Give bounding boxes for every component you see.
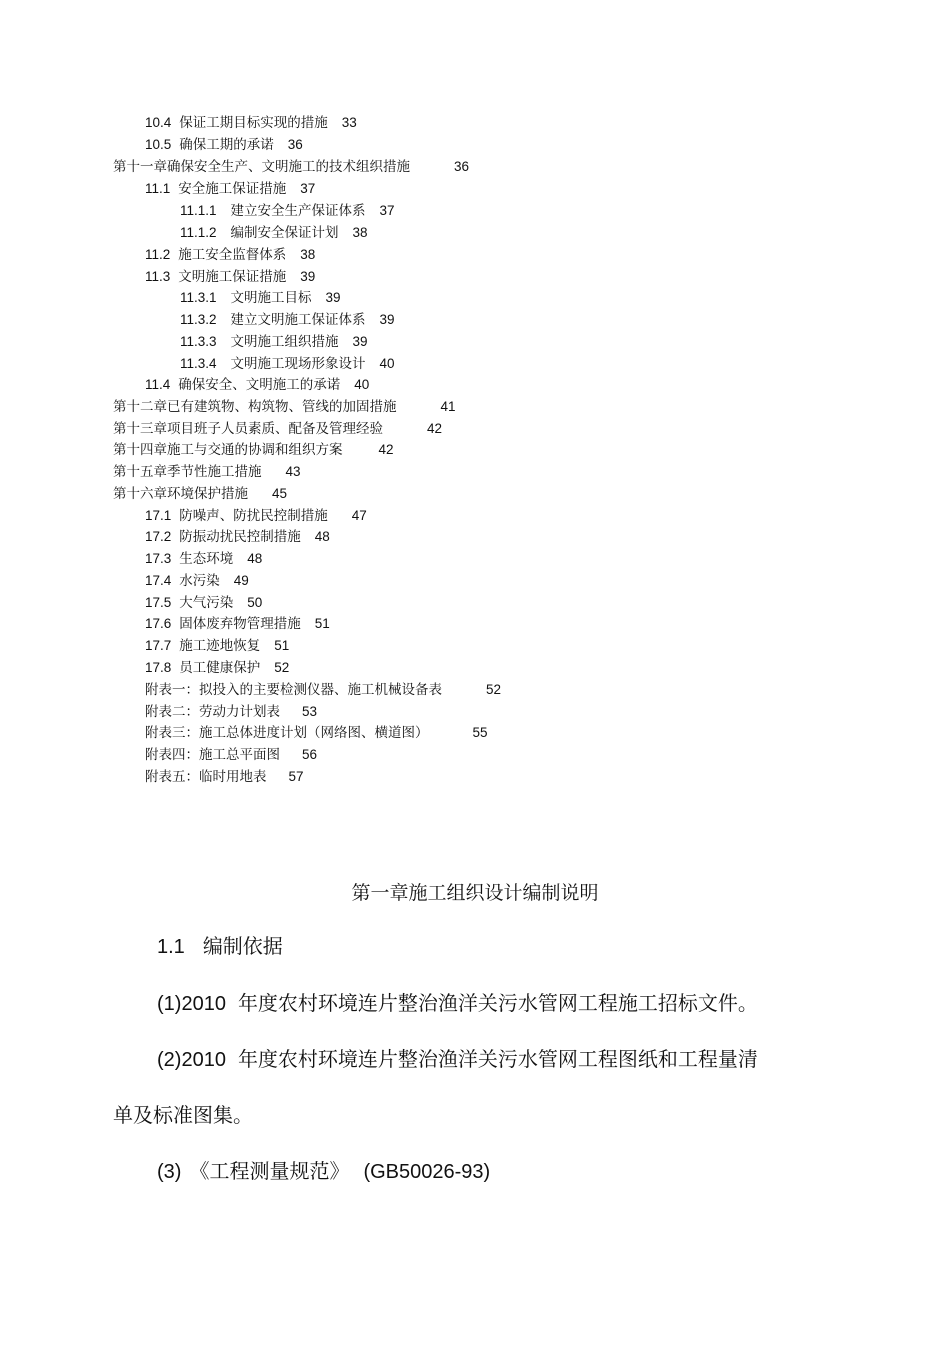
section-heading xyxy=(157,932,283,961)
toc-page: 40 xyxy=(379,356,395,371)
toc-title: 大气污染 xyxy=(179,595,234,611)
toc-title: 文明施工现场形象设计 xyxy=(230,356,366,372)
toc-title: 第十四章施工与交通的协调和组织方案 xyxy=(113,442,343,458)
toc-title: 防噪声、防扰民控制措施 xyxy=(179,508,328,524)
toc-page: 39 xyxy=(352,334,368,349)
toc-number: 11.3.2 xyxy=(180,312,217,327)
toc-title: 施工迹地恢复 xyxy=(179,638,261,654)
toc-page: 52 xyxy=(274,660,290,675)
toc-number: 17.8 xyxy=(145,660,172,675)
toc-appendix-entry xyxy=(145,703,317,721)
toc-page: 55 xyxy=(472,725,488,740)
toc-title: 员工健康保护 xyxy=(179,660,261,676)
toc-entry xyxy=(145,376,369,394)
toc-entry xyxy=(145,615,330,633)
toc-page: 43 xyxy=(285,464,301,479)
section-number: 1.1 xyxy=(157,936,185,958)
toc-number: 10.4 xyxy=(145,115,172,130)
toc-title: 附表三：施工总体进度计划（网络图、横道图） xyxy=(145,725,429,741)
toc-page: 42 xyxy=(378,442,394,457)
toc-number: 11.3.3 xyxy=(180,334,217,349)
toc-page: 49 xyxy=(233,573,249,588)
standard-code: (GB50026-93) xyxy=(363,1161,491,1183)
toc-number: 17.3 xyxy=(145,551,172,566)
toc-appendix-entry xyxy=(145,724,488,742)
toc-subentry xyxy=(180,202,395,220)
toc-title: 第十二章已有建筑物、构筑物、管线的加固措施 xyxy=(113,399,397,415)
toc-title: 第十三章项目班子人员素质、配备及管理经验 xyxy=(113,421,383,437)
toc-page: 48 xyxy=(247,551,263,566)
toc-number: 17.2 xyxy=(145,529,172,544)
paragraph-prefix: (3) xyxy=(157,1161,182,1183)
toc-subentry xyxy=(180,289,341,307)
toc-chapter-entry xyxy=(113,441,394,459)
toc-entry xyxy=(145,114,357,132)
toc-page: 57 xyxy=(288,769,304,784)
toc-entry xyxy=(145,659,289,677)
toc-title: 文明施工组织措施 xyxy=(230,334,339,350)
paragraph-text: 《工程测量规范》 xyxy=(189,1159,350,1183)
paragraph-prefix: (2)2010 xyxy=(157,1049,226,1071)
toc-title: 附表二：劳动力计划表 xyxy=(145,704,280,720)
toc-title: 编制安全保证计划 xyxy=(230,225,339,241)
toc-entry xyxy=(145,594,262,612)
toc-title: 水污染 xyxy=(179,573,220,589)
paragraph-2-continuation: 单及标准图集。 xyxy=(113,1103,253,1127)
toc-page: 39 xyxy=(325,290,341,305)
toc-entry xyxy=(145,180,315,198)
paragraph-text: 年度农村环境连片整治渔洋关污水管网工程图纸和工程量清 xyxy=(237,1047,758,1071)
toc-page: 51 xyxy=(314,616,330,631)
toc-title: 第十一章确保安全生产、文明施工的技术组织措施 xyxy=(113,159,410,175)
toc-number: 17.5 xyxy=(145,595,172,610)
toc-page: 39 xyxy=(379,312,395,327)
toc-number: 17.7 xyxy=(145,638,172,653)
paragraph-3 xyxy=(157,1157,490,1186)
toc-number: 11.3.4 xyxy=(180,356,217,371)
toc-title: 建立安全生产保证体系 xyxy=(230,203,366,219)
toc-number: 11.3 xyxy=(145,269,171,284)
toc-title: 生态环境 xyxy=(179,551,234,567)
toc-chapter-entry xyxy=(113,463,301,481)
toc-title: 保证工期目标实现的措施 xyxy=(179,115,328,131)
toc-page: 38 xyxy=(352,225,368,240)
toc-entry xyxy=(145,136,303,154)
toc-page: 38 xyxy=(300,247,316,262)
toc-page: 52 xyxy=(486,682,502,697)
toc-entry xyxy=(145,528,330,546)
toc-appendix-entry xyxy=(145,768,304,786)
toc-title: 安全施工保证措施 xyxy=(178,181,287,197)
toc-entry xyxy=(145,246,315,264)
toc-number: 17.4 xyxy=(145,573,172,588)
toc-number: 17.1 xyxy=(145,508,172,523)
chapter-title: 第一章施工组织设计编制说明 xyxy=(351,882,599,904)
toc-title: 固体废弃物管理措施 xyxy=(179,616,301,632)
toc-page: 36 xyxy=(287,137,303,152)
toc-page: 51 xyxy=(274,638,290,653)
toc-page: 47 xyxy=(351,508,367,523)
toc-page: 50 xyxy=(247,595,263,610)
toc-title: 文明施工保证措施 xyxy=(178,269,287,285)
toc-entry xyxy=(145,268,315,286)
toc-chapter-entry xyxy=(113,420,442,438)
toc-entry xyxy=(145,637,289,655)
toc-subentry xyxy=(180,333,368,351)
toc-page: 39 xyxy=(300,269,316,284)
toc-title: 确保安全、文明施工的承诺 xyxy=(178,377,341,393)
toc-subentry xyxy=(180,311,395,329)
toc-number: 11.1.1 xyxy=(180,203,217,218)
toc-page: 42 xyxy=(427,421,443,436)
toc-page: 48 xyxy=(314,529,330,544)
toc-title: 附表一：拟投入的主要检测仪器、施工机械设备表 xyxy=(145,682,442,698)
toc-entry xyxy=(145,507,367,525)
toc-chapter-entry xyxy=(113,398,456,416)
toc-title: 建立文明施工保证体系 xyxy=(230,312,366,328)
paragraph-text: 年度农村环境连片整治渔洋关污水管网工程施工招标文件。 xyxy=(237,991,758,1015)
toc-number: 11.3.1 xyxy=(180,290,217,305)
toc-page: 53 xyxy=(302,704,318,719)
toc-number: 11.1 xyxy=(145,181,171,196)
section-title: 编制依据 xyxy=(202,934,283,958)
toc-title: 第十六章环境保护措施 xyxy=(113,486,248,502)
toc-page: 45 xyxy=(272,486,288,501)
toc-page: 33 xyxy=(341,115,357,130)
toc-chapter-entry xyxy=(113,485,287,503)
toc-title: 防振动扰民控制措施 xyxy=(179,529,301,545)
toc-appendix-entry xyxy=(145,746,317,764)
toc-page: 37 xyxy=(300,181,316,196)
toc-number: 11.2 xyxy=(145,247,171,262)
paragraph-2 xyxy=(157,1045,758,1074)
toc-appendix-entry xyxy=(145,681,501,699)
toc-chapter-entry xyxy=(113,158,469,176)
toc-title: 附表五：临时用地表 xyxy=(145,769,267,785)
toc-title: 确保工期的承诺 xyxy=(179,137,274,153)
toc-title: 施工安全监督体系 xyxy=(178,247,287,263)
toc-title: 附表四：施工总平面图 xyxy=(145,747,280,763)
toc-number: 11.4 xyxy=(145,377,171,392)
toc-page: 56 xyxy=(302,747,318,762)
toc-entry xyxy=(145,572,249,590)
toc-number: 11.1.2 xyxy=(180,225,217,240)
toc-title: 文明施工目标 xyxy=(230,290,312,306)
paragraph-1 xyxy=(157,989,758,1018)
paragraph-prefix: (1)2010 xyxy=(157,993,226,1015)
toc-number: 10.5 xyxy=(145,137,172,152)
toc-page: 37 xyxy=(379,203,395,218)
toc-number: 17.6 xyxy=(145,616,172,631)
toc-entry xyxy=(145,550,262,568)
toc-page: 41 xyxy=(440,399,456,414)
toc-subentry xyxy=(180,224,368,242)
toc-page: 36 xyxy=(454,159,470,174)
toc-page: 40 xyxy=(354,377,370,392)
toc-title: 第十五章季节性施工措施 xyxy=(113,464,262,480)
toc-subentry xyxy=(180,355,395,373)
